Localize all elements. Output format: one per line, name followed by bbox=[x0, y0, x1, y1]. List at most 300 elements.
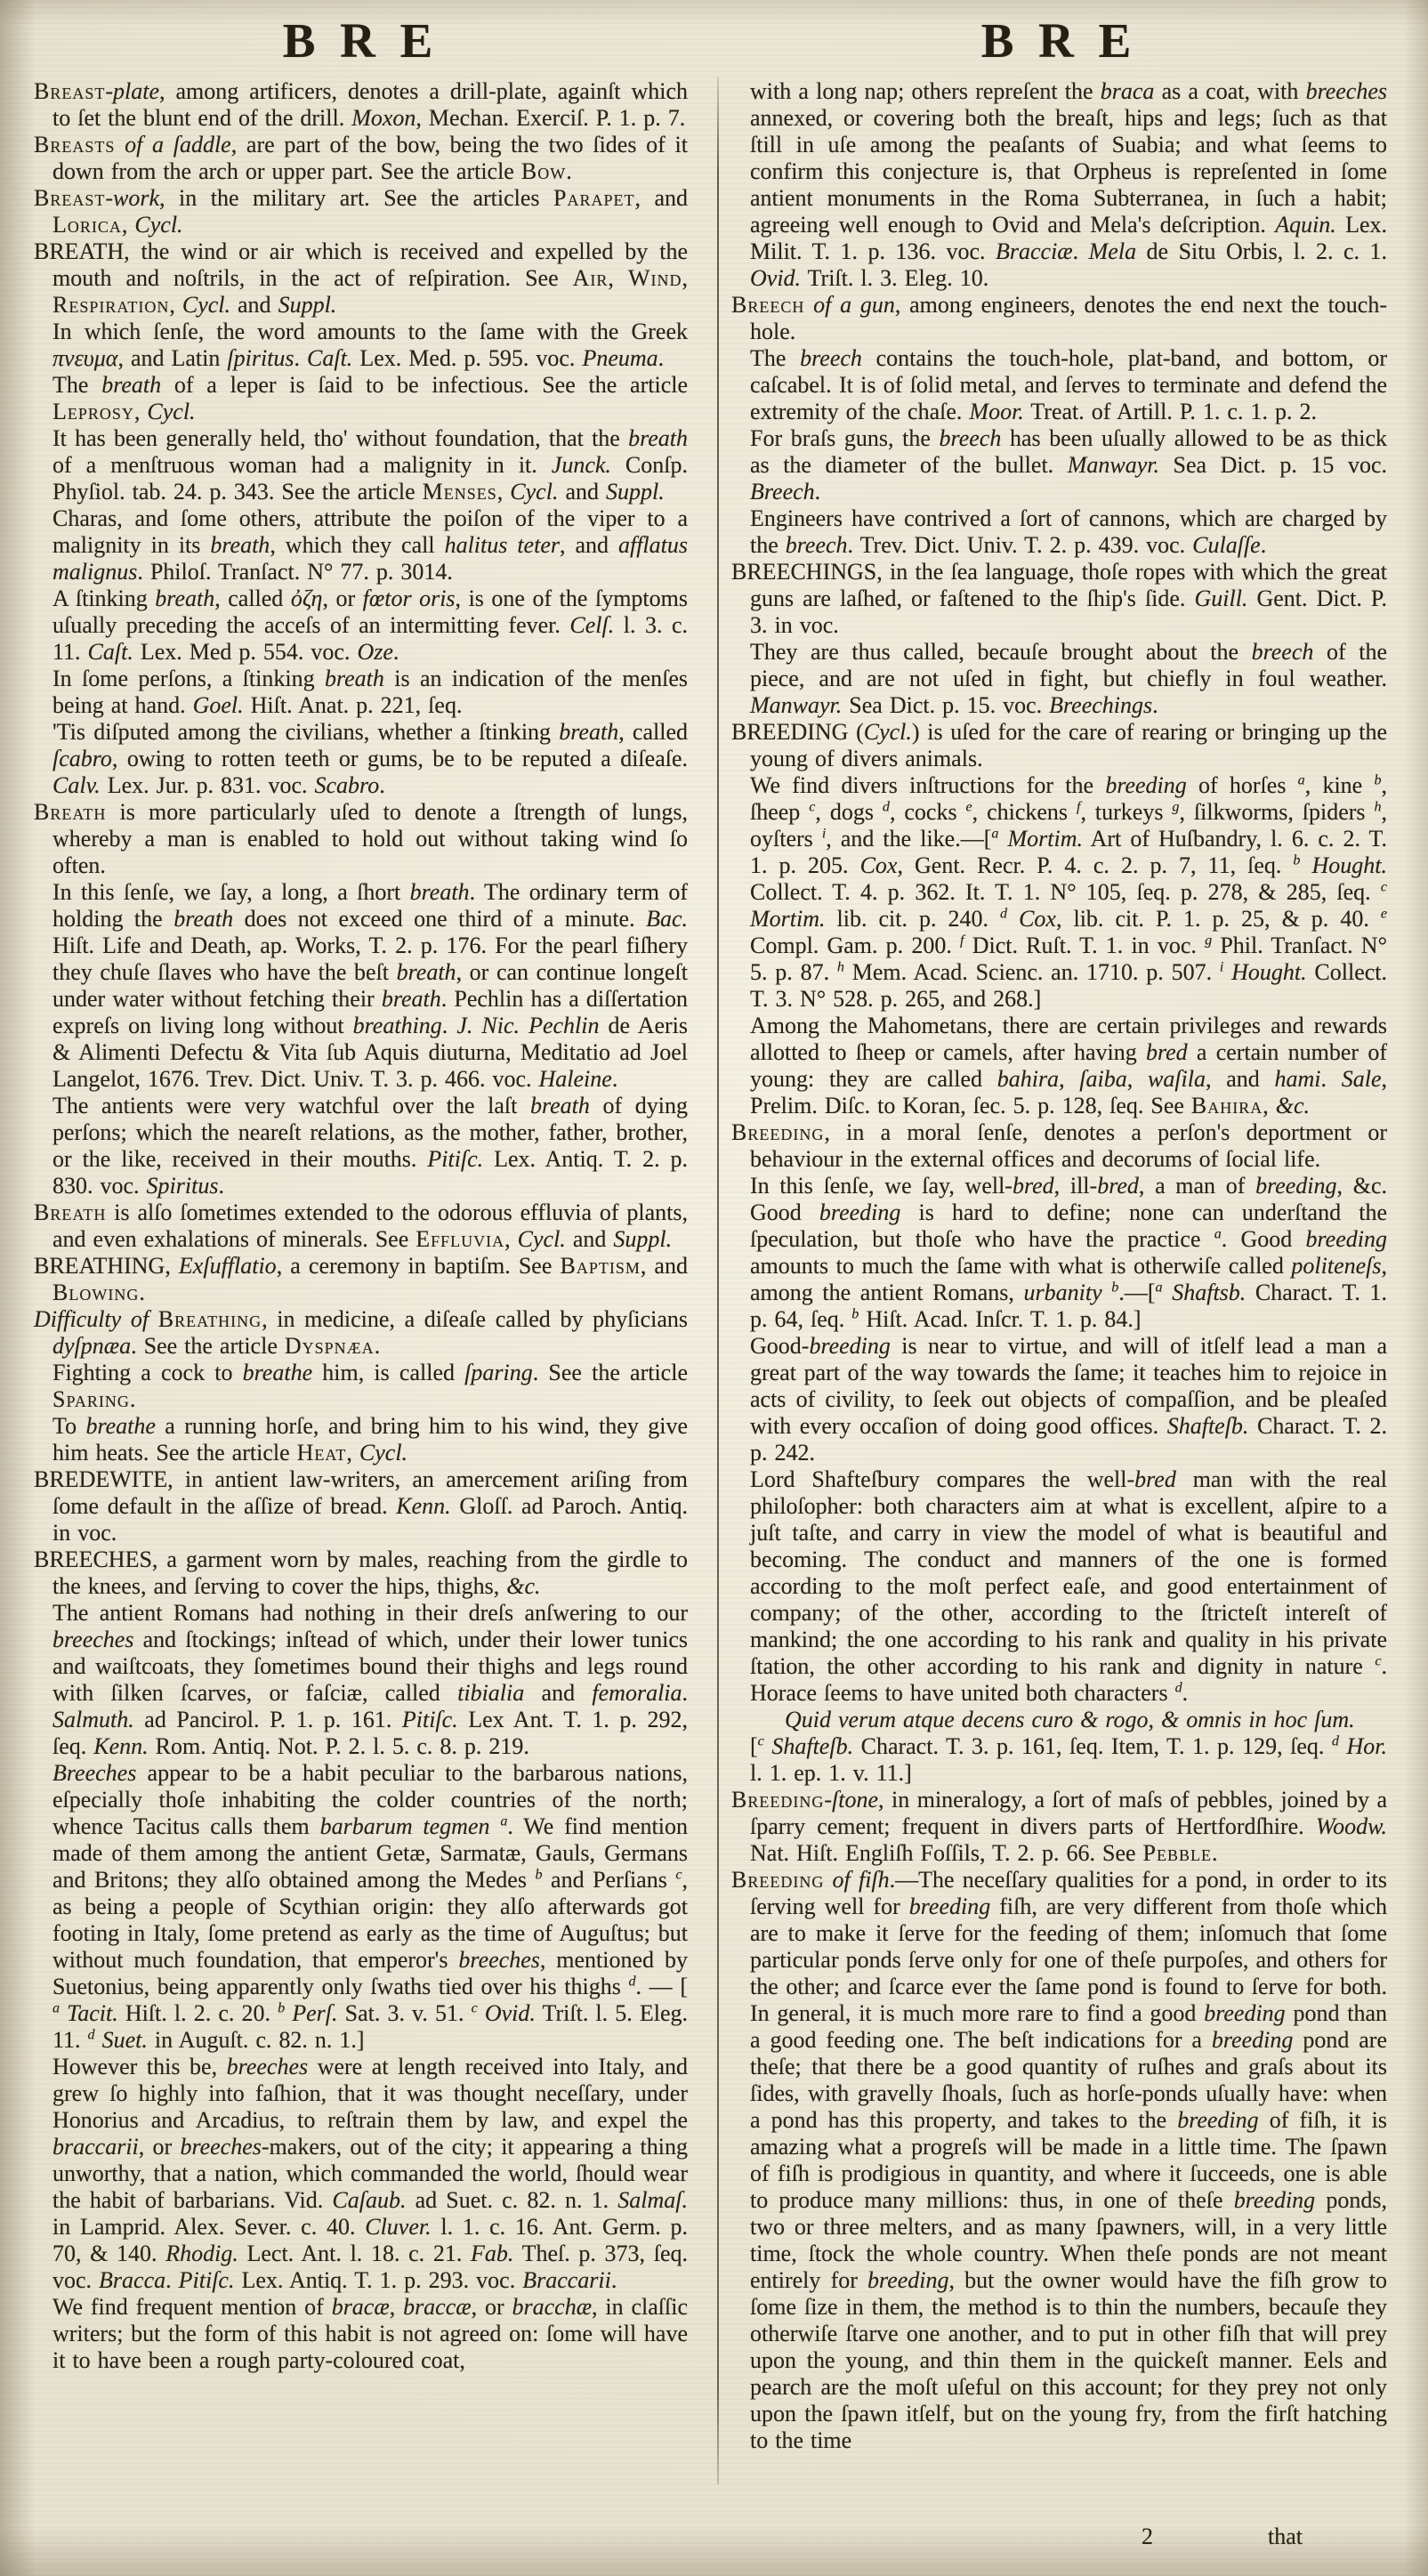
text-run: Sat. 3. v. 51. bbox=[337, 2000, 472, 2026]
text-run: Compl. Gam. p. 200. bbox=[750, 933, 961, 958]
paragraph bbox=[34, 719, 688, 799]
text-run: Leprosy bbox=[52, 399, 134, 424]
text-run: in Auguſt. c. 82. n. 1.] bbox=[147, 2027, 365, 2053]
text-run: Suppl. bbox=[278, 292, 337, 318]
text-run: Pitiſc. bbox=[401, 1707, 458, 1732]
quotation-line bbox=[731, 1707, 1387, 1733]
text-run: , or bbox=[138, 2134, 181, 2160]
text-run bbox=[998, 826, 1007, 852]
text-run: Parapet bbox=[553, 185, 635, 211]
text-run: Junck. bbox=[551, 452, 611, 478]
text-run: were at length received into Italy, and grew ſo highly into faſhion, that it was thought neceſſary, under Honorius and Arcadius, to reſtrain them by law, and expel the bbox=[52, 2054, 688, 2133]
paragraph bbox=[731, 505, 1387, 559]
catchword: that bbox=[1268, 2524, 1303, 2549]
text-run: Breeding bbox=[731, 1787, 825, 1813]
text-run: Rom. Antiq. Not. P. 2. l. 5. c. 8. p. 219. bbox=[148, 1733, 529, 1759]
paragraph bbox=[731, 1733, 1387, 1787]
text-run: , and bbox=[559, 532, 618, 558]
text-run: , called bbox=[214, 585, 291, 611]
text-run: ſpiritus bbox=[227, 345, 294, 371]
text-run: Lect. Ant. l. 18. c. 21. bbox=[238, 2241, 471, 2266]
text-run: , bbox=[133, 399, 148, 424]
entry-paragraph bbox=[34, 78, 688, 132]
text-run bbox=[478, 2000, 485, 2026]
text-run: Caſt. bbox=[87, 639, 133, 665]
text-run: Breath bbox=[34, 1199, 107, 1225]
text-run: . bbox=[1072, 238, 1089, 264]
text-run: , and bbox=[1206, 1066, 1275, 1092]
text-run: Moor. bbox=[969, 399, 1024, 424]
text-run: annexed, or covering both the breaſt, hips and legs; ſuch as that ſtill in uſe among the peaſants of Suabia; and what ſeems to confirm this conjecture is, that Orpheus is repreſented in ſome antient monuments in the Roma Subterranea, in ſuch a habit; agreeing well enough to Ovid and Mela's deſcription. bbox=[750, 105, 1387, 238]
text-run: braccæ bbox=[403, 2294, 472, 2320]
text-run bbox=[95, 2027, 102, 2053]
text-run: breeches bbox=[226, 2054, 309, 2079]
text-run: , in claſſic writers; but the form of this habit is not agreed on: ſome will have it to have been a rough party-coloured coat, bbox=[52, 2294, 689, 2373]
text-run: . bbox=[129, 1386, 136, 1412]
text-run: . Good bbox=[1221, 1226, 1306, 1252]
text-run: ſaiba bbox=[1079, 1066, 1127, 1092]
paragraph bbox=[34, 505, 688, 585]
text-run: , in a moral ſenſe, denotes a perſon's deportment or behaviour in the external offices and decorums of ſocial life. bbox=[750, 1119, 1387, 1172]
text-run: , in the military art. See the articles bbox=[159, 185, 553, 211]
text-run: , bbox=[1263, 1093, 1276, 1118]
text-run: .—[ bbox=[1118, 1280, 1156, 1305]
text-run: breeding bbox=[867, 2267, 949, 2293]
text-run: c bbox=[471, 2000, 478, 2016]
text-run: , bbox=[682, 265, 688, 291]
text-run: Breathing bbox=[157, 1306, 262, 1332]
page-header-right: B R E bbox=[980, 13, 1138, 68]
text-run: breech bbox=[800, 345, 862, 371]
text-run: contains the touch-hole, plat-band, and bottom, or caſcabel. It is of ſolid metal, and ſerves to terminate and defend the extremity of the chaſe. bbox=[750, 345, 1388, 424]
text-run: Among the Mahometans, there are certain privileges and rewards allotted to ſheep or camels, after having bbox=[750, 1013, 1387, 1065]
text-run: Sea Dict. p. 15. voc. bbox=[842, 692, 1050, 718]
text-run: appear to be a habit peculiar to the barbarous nations, eſpecially thoſe inhabiting the colder countries of the north; whence Tacitus calls them bbox=[52, 1760, 688, 1839]
text-run: , Prelim. Diſc. to Koran, ſec. 5. p. 128, ſeq. See bbox=[750, 1066, 1388, 1118]
text-run: braccarii bbox=[52, 2134, 139, 2160]
text-run: c bbox=[757, 1733, 764, 1749]
paragraph bbox=[34, 319, 688, 372]
text-run: BREECHES, a garment worn by males, reaching from the girdle to the knees, and ſerving to cover the hips, thighs, bbox=[34, 1546, 688, 1599]
text-run: Fighting a cock to bbox=[52, 1360, 243, 1385]
text-run: Lex. Antiq. T. 1. p. 293. voc. bbox=[234, 2267, 523, 2293]
text-run: a certain number of young: they are called bbox=[750, 1039, 1387, 1092]
text-run: , ſilkworms, ſpiders bbox=[1179, 799, 1375, 825]
text-run: BREDEWITE, in antient law-writers, an amercement ariſing from ſome default in the aſſize of bread. bbox=[34, 1466, 688, 1519]
text-run bbox=[1300, 852, 1311, 878]
text-run: . Pechlin has a diſſertation expreſs on living long without bbox=[52, 986, 689, 1038]
text-run: ad Pancirol. P. 1. p. 161. bbox=[133, 1707, 402, 1732]
text-run: breeding bbox=[1177, 2107, 1259, 2133]
text-run: The bbox=[52, 372, 102, 398]
text-run: Breeches bbox=[52, 1760, 137, 1786]
text-run: c bbox=[1380, 879, 1387, 895]
text-run: Good- bbox=[750, 1333, 810, 1359]
text-run: Lorica bbox=[52, 212, 122, 238]
text-run: Ovid. bbox=[484, 2000, 536, 2026]
paragraph bbox=[34, 2294, 688, 2374]
text-run: as a coat, with bbox=[1154, 78, 1306, 104]
text-run bbox=[60, 2000, 67, 2026]
text-run: of a menſtruous woman had a malignity in it. bbox=[52, 452, 552, 478]
text-run: breath bbox=[324, 666, 384, 691]
text-run: . We find mention made of them among the antient Getæ, Sarmatæ, Gauls, Germans and Britons; they alſo obtained among the Medes bbox=[52, 1813, 688, 1893]
text-run: Breath bbox=[34, 799, 107, 825]
text-run: [ bbox=[750, 1733, 758, 1759]
text-run: Bow bbox=[520, 158, 567, 184]
text-run: Cox bbox=[1019, 906, 1056, 932]
text-run: e bbox=[965, 799, 972, 815]
text-run: Pneuma bbox=[582, 345, 658, 371]
entry-paragraph bbox=[34, 1306, 688, 1360]
entry-paragraph bbox=[34, 799, 688, 879]
text-run: Pitiſc. bbox=[427, 1146, 484, 1172]
text-run: fœtor oris bbox=[362, 585, 456, 611]
text-run: Hiſt. l. 2. c. 20. bbox=[117, 2000, 278, 2026]
text-run: Breast bbox=[34, 185, 106, 211]
text-run: breeding bbox=[1204, 2000, 1286, 2026]
text-run: Celſ. bbox=[569, 612, 615, 638]
paragraph bbox=[731, 425, 1387, 505]
text-run bbox=[1102, 1280, 1112, 1305]
text-run: . bbox=[392, 639, 399, 665]
text-run: Lord Shafteſbury compares the well- bbox=[750, 1466, 1135, 1492]
text-run: . See the article bbox=[131, 1333, 285, 1359]
entry-paragraph bbox=[34, 1466, 688, 1546]
text-run: and Perſians bbox=[542, 1867, 676, 1893]
text-run: , oyſters bbox=[750, 799, 1387, 852]
text-run: of fiſh, it is amazing what a progreſs will be made in a little time. The ſpawn of fiſh is prodigious in quantity, and where it ſucceeds, one is able to produce many millions: thus, in one of theſe bbox=[750, 2107, 1387, 2213]
text-run: -makers, out of the city; it appearing a thing unworthy, that a nation, which commanded the world, ſhould wear the habit of barbarians. Vid. bbox=[52, 2134, 688, 2213]
text-run: e bbox=[1380, 906, 1387, 922]
text-run: , owing to rotten teeth or gums, be to be reputed a diſeaſe. bbox=[111, 746, 688, 771]
entry-paragraph bbox=[34, 1546, 688, 1600]
text-run: and bbox=[524, 1680, 593, 1706]
text-run: , &c. Good bbox=[750, 1173, 1387, 1225]
text-run: , in medicine, a diſeaſe called by phyſicians bbox=[262, 1306, 688, 1332]
text-run: Charact. T. 1. p. 64, ſeq. bbox=[750, 1280, 1388, 1332]
text-run: breeding bbox=[1211, 2027, 1294, 2053]
text-run: bracæ bbox=[331, 2294, 390, 2320]
text-run: a running horſe, and bring him to his wind, they give him heats. See the article bbox=[52, 1413, 688, 1466]
text-run: breath bbox=[155, 585, 215, 611]
text-run: Aquin. bbox=[1275, 212, 1336, 238]
text-run: breeches bbox=[52, 1627, 134, 1652]
text-run: , Mechan. Exerciſ. P. 1. p. 7. bbox=[415, 105, 686, 131]
text-run: . bbox=[566, 158, 572, 184]
entry-paragraph bbox=[731, 292, 1387, 345]
text-run: , and Latin bbox=[117, 345, 228, 371]
text-run: Cycl. bbox=[182, 292, 231, 318]
page-header-left: B R E bbox=[282, 13, 440, 68]
paragraph bbox=[34, 425, 688, 505]
text-run: b bbox=[535, 1867, 543, 1883]
entry-paragraph bbox=[34, 132, 688, 185]
text-run: , as being a people of Scythian origin: they alſo afterwards got footing in Italy, ſome pretend as early as the time of Auguſtus; but without much foundation, that emperor's bbox=[52, 1867, 688, 1973]
text-run: Pebble bbox=[1142, 1840, 1213, 1866]
text-run: is an indication of the menſes being at hand. bbox=[52, 666, 688, 718]
text-run: ) is uſed for the care of rearing or bringing up the young of divers animals. bbox=[750, 719, 1387, 771]
text-run: . bbox=[814, 479, 821, 505]
text-run: The antient Romans had nothing in their dreſs anſwering to our bbox=[52, 1600, 688, 1626]
text-run: Cycl. bbox=[147, 399, 196, 424]
text-run: Hiſt. Anat. p. 221, ſeq. bbox=[243, 692, 463, 718]
text-run: , bbox=[1126, 1066, 1148, 1092]
text-run: fiſh, are very different from thoſe which are to make it ſerve for the feeding of them; inſomuch that ſome particular ponds ſerve only for one of theſe purpoſes, and others for the other; and ſcarce ever the ſame pond is found to ſerve for both. In general, it is much more rare to find a good bbox=[750, 1894, 1387, 2026]
text-run: de Aeris & Alimenti Defectu & Vita ſub Aquis diuturna, Meditatio ad Joel Langelot, 1676. Trev. Dict. Univ. T. 3. p. 466. voc. bbox=[52, 1013, 689, 1092]
text-run: Kenn. bbox=[93, 1733, 149, 1759]
text-run: . bbox=[1182, 1680, 1189, 1706]
text-run: Sparing bbox=[52, 1386, 130, 1412]
text-run: In this ſenſe, we ſay, well- bbox=[750, 1173, 1013, 1199]
text-run: . bbox=[610, 2267, 617, 2293]
entry-paragraph bbox=[34, 1253, 688, 1306]
text-run: However this be, bbox=[52, 2054, 227, 2079]
entry-paragraph bbox=[731, 719, 1387, 772]
text-run: . bbox=[165, 2267, 179, 2293]
text-run: breath bbox=[101, 372, 162, 398]
text-run: ſcabro bbox=[52, 746, 112, 771]
text-run: Bac. bbox=[646, 906, 688, 932]
text-run: Cluver. bbox=[365, 2214, 432, 2240]
text-run: , a man of bbox=[1138, 1173, 1256, 1199]
text-run: Bracca bbox=[99, 2267, 166, 2293]
text-run: . bbox=[294, 345, 308, 371]
text-run: , and bbox=[634, 185, 688, 211]
text-run: urbanity bbox=[1023, 1280, 1102, 1305]
text-run: l. 1. c. 16. Ant. Germ. p. 70, & 140. bbox=[52, 2214, 688, 2266]
text-run: Gloſſ. ad Paroch. Antiq. in voc. bbox=[52, 1493, 688, 1546]
text-run: pond than a good feeding one. The beſt indications for a bbox=[750, 2000, 1388, 2053]
text-run: , or can continue longeſt under water without fetching their bbox=[52, 959, 688, 1012]
text-run: . Trev. Dict. Univ. T. 2. p. 439. voc. bbox=[847, 532, 1193, 558]
text-run: . bbox=[1212, 1840, 1218, 1866]
paragraph bbox=[731, 1466, 1387, 1707]
text-run: , is one of the ſymptoms uſually preceding the acceſs of an intermitting fever. bbox=[52, 585, 688, 638]
text-run: breath bbox=[529, 1093, 590, 1118]
text-run: l. 1. ep. 1. v. 11.] bbox=[750, 1760, 912, 1786]
column-divider bbox=[717, 77, 719, 2484]
text-run: Cycl. bbox=[517, 1226, 566, 1252]
text-run: is near to virtue, and will of itſelf lead a man a great part of the way towards the ſame; it teaches him to rejoice in acts of civility, to ſeek out objects of compaſſion, and be pleaſed with every occaſion of doing good offices. bbox=[750, 1333, 1387, 1439]
text-run: of fiſh bbox=[824, 1867, 890, 1893]
text-run bbox=[1007, 906, 1019, 932]
entry-paragraph bbox=[34, 1199, 688, 1253]
text-run: -ſtone bbox=[824, 1787, 878, 1813]
text-run: barbarum tegmen bbox=[319, 1813, 490, 1839]
text-run: d bbox=[1331, 1733, 1339, 1749]
text-run bbox=[1163, 1280, 1173, 1305]
text-run: g bbox=[1172, 799, 1180, 815]
text-run: Difficulty of bbox=[34, 1306, 158, 1332]
text-run: , bbox=[169, 292, 182, 318]
paragraph bbox=[731, 1333, 1387, 1466]
text-run: , turkeys bbox=[1080, 799, 1173, 825]
text-run: him, is called bbox=[312, 1360, 465, 1385]
text-run: bred bbox=[1097, 1173, 1139, 1199]
text-run: a bbox=[52, 2000, 61, 2016]
text-run: and bbox=[230, 292, 278, 318]
text-run: , and the like.—[ bbox=[826, 826, 992, 852]
text-run: Treat. of Artill. P. 1. c. 1. p. 2. bbox=[1023, 399, 1317, 424]
text-run: breech bbox=[1251, 639, 1314, 665]
text-run: Engineers have contrived a ſort of cannons, which are charged by the bbox=[750, 505, 1387, 558]
text-run: , or bbox=[471, 2294, 512, 2320]
text-run: It has been generally held, tho' without foundation, that the bbox=[52, 425, 629, 451]
paragraph bbox=[34, 372, 688, 425]
text-run: πνευμα bbox=[52, 345, 118, 371]
text-run: , ſheep bbox=[750, 772, 1388, 825]
right-column bbox=[731, 78, 1387, 2454]
text-run: Calv. bbox=[52, 772, 101, 798]
text-run: a bbox=[1297, 772, 1305, 788]
text-run: Triſt. l. 3. Eleg. 10. bbox=[801, 265, 989, 291]
text-run: -plate bbox=[105, 78, 160, 104]
text-run: breeches bbox=[180, 2134, 262, 2160]
text-run: , in mineralogy, a ſort of maſs of pebbles, joined by a ſparry cement; frequent in divers parts of Hertfordſhire. bbox=[750, 1787, 1387, 1839]
text-run: Charas, and ſome others, attribute the poiſon of the viper to a malignity in its bbox=[52, 505, 688, 558]
text-run: breeding bbox=[908, 1894, 991, 1919]
text-run: a bbox=[1155, 1280, 1163, 1296]
text-run: b bbox=[851, 1306, 859, 1322]
text-run: Charact. T. 3. p. 161, ſeq. Item, T. 1. p. 129, ſeq. bbox=[853, 1733, 1332, 1759]
text-run: Triſt. l. 5. Eleg. 11. bbox=[52, 2000, 689, 2053]
text-run: Rhodig. bbox=[165, 2241, 238, 2266]
text-run: Bahira bbox=[1190, 1093, 1263, 1118]
text-run: breath bbox=[381, 986, 441, 1012]
text-run: Moxon bbox=[351, 105, 416, 131]
text-run: f bbox=[960, 933, 964, 949]
text-run: Fab. bbox=[471, 2241, 514, 2266]
text-run: de Situ Orbis, l. 2. c. 1. bbox=[1136, 238, 1387, 264]
text-run: breath bbox=[628, 425, 688, 451]
text-run: . The ordinary term of holding the bbox=[52, 879, 688, 932]
paragraph bbox=[34, 1093, 688, 1199]
text-run: Hor. bbox=[1346, 1733, 1388, 1759]
text-run bbox=[1223, 959, 1231, 985]
text-run: ὀζη bbox=[290, 585, 323, 611]
text-run: politeneſs bbox=[1291, 1253, 1382, 1279]
text-run: Conſp. Phyſiol. tab. 24. p. 343. See the article bbox=[52, 452, 688, 505]
text-run: breathe bbox=[85, 1413, 156, 1439]
text-run: in Lamprid. Alex. Sever. c. 40. bbox=[52, 2214, 366, 2240]
text-run: breath bbox=[173, 906, 234, 932]
text-run: , are part of the bow, being the two ſides of it down from the arch or upper part. See the article bbox=[52, 132, 688, 184]
text-run: with a long nap; others repreſent the bbox=[750, 78, 1101, 104]
text-run: i bbox=[821, 826, 827, 842]
text-run: bred bbox=[1134, 1466, 1176, 1492]
text-run: Lex. Med. p. 595. voc. bbox=[352, 345, 583, 371]
text-run: We find frequent mention of bbox=[52, 2294, 332, 2320]
text-run: Sale bbox=[1341, 1066, 1382, 1092]
text-run: They are thus called, becauſe brought about the bbox=[750, 639, 1252, 665]
text-run: braca bbox=[1100, 78, 1155, 104]
text-run: Mela bbox=[1088, 238, 1137, 264]
text-run: , a ceremony in baptiſm. See bbox=[276, 1253, 561, 1279]
text-run: c bbox=[809, 799, 816, 815]
text-run: In ſome perſons, a ſtinking bbox=[52, 666, 325, 691]
text-run: c bbox=[1375, 1653, 1382, 1669]
text-run: has been uſually allowed to be as thick as the diameter of the bullet. bbox=[750, 425, 1387, 478]
text-run: Menses bbox=[422, 479, 497, 505]
text-run: . Horace ſeems to have united both characters bbox=[750, 1653, 1387, 1706]
text-run: l. 3. c. 11. bbox=[52, 612, 689, 665]
text-run: Suet. bbox=[101, 2027, 148, 2053]
text-run: b bbox=[1293, 852, 1301, 868]
text-run: g bbox=[1205, 933, 1213, 949]
text-run: Breech bbox=[750, 479, 815, 505]
text-run: Pitiſc. bbox=[178, 2267, 235, 2293]
text-run: and bbox=[565, 1226, 614, 1252]
text-run: breeches bbox=[1305, 78, 1387, 104]
text-run: &c. bbox=[506, 1573, 541, 1599]
text-run: b bbox=[1111, 1280, 1119, 1296]
text-run: ad Suet. c. 82. n. 1. bbox=[406, 2187, 618, 2213]
text-run: Charact. T. 2. p. 242. bbox=[750, 1413, 1387, 1466]
text-run: Cycl. bbox=[359, 1440, 408, 1466]
text-run: is hard to define; none can underſtand the ſpeculation, but thoſe who have the practice bbox=[750, 1199, 1387, 1252]
entry-paragraph bbox=[731, 1867, 1387, 2454]
text-run: d bbox=[87, 2027, 95, 2043]
text-run: afflatus malignus bbox=[52, 532, 688, 585]
text-run: , Gent. Recr. P. 4. c. 2. p. 7, 11, ſeq. bbox=[897, 852, 1294, 878]
text-run: Lex. Med p. 554. voc. bbox=[133, 639, 358, 665]
text-run: Air bbox=[572, 265, 609, 291]
text-run: breeding bbox=[1305, 1226, 1387, 1252]
text-run: Breech bbox=[731, 292, 805, 318]
text-run: Respiration bbox=[52, 292, 170, 318]
text-run: c bbox=[675, 1867, 682, 1883]
text-run: of horſes bbox=[1186, 772, 1298, 798]
text-run: To bbox=[52, 1413, 86, 1439]
text-run: In which ſenſe, the word amounts to the ſame with the Greek bbox=[52, 319, 688, 344]
paragraph bbox=[731, 1173, 1387, 1333]
text-run: , ill- bbox=[1053, 1173, 1098, 1199]
text-run: Sea Dict. p. 15 voc. bbox=[1158, 452, 1387, 478]
text-run: breech bbox=[939, 425, 1002, 451]
text-run: a bbox=[991, 826, 999, 842]
text-run: Lex. Jur. p. 831. voc. bbox=[100, 772, 315, 798]
text-run: Art of Huſbandry, l. 6. c. 2. T. 1. p. 205. bbox=[750, 826, 1388, 878]
text-run: -work bbox=[105, 185, 160, 211]
text-run: The bbox=[750, 345, 801, 371]
text-run: lib. cit. p. 240. bbox=[825, 906, 1000, 932]
text-run: 'Tis diſputed among the civilians, whether a ſtinking bbox=[52, 719, 560, 745]
text-run: . bbox=[379, 772, 385, 798]
text-run: , bbox=[608, 265, 628, 291]
text-run: Braccarii bbox=[522, 2267, 611, 2293]
text-run: Salmuth. bbox=[52, 1707, 134, 1732]
entry-paragraph bbox=[731, 559, 1387, 639]
text-run: breath bbox=[559, 719, 619, 745]
text-run: Breeding bbox=[731, 1867, 825, 1893]
text-run: breathe bbox=[242, 1360, 313, 1385]
text-run: Mortim. bbox=[1007, 826, 1083, 852]
text-run: does not exceed one third of a minute. bbox=[233, 906, 647, 932]
text-run: breathing bbox=[352, 1013, 442, 1038]
paragraph bbox=[34, 1600, 688, 1760]
text-run: and bbox=[558, 479, 606, 505]
text-run: Cox bbox=[859, 852, 898, 878]
text-run: breeding bbox=[819, 1199, 901, 1225]
text-run: Heat bbox=[296, 1440, 347, 1466]
paragraph bbox=[731, 345, 1387, 425]
text-run: amounts to much the ſame with what is otherwiſe called bbox=[750, 1253, 1292, 1279]
text-run: Dyspnæa bbox=[284, 1333, 375, 1359]
paragraph bbox=[34, 585, 688, 666]
text-run: Mortim. bbox=[750, 906, 826, 932]
text-run: Ovid. bbox=[750, 265, 802, 291]
